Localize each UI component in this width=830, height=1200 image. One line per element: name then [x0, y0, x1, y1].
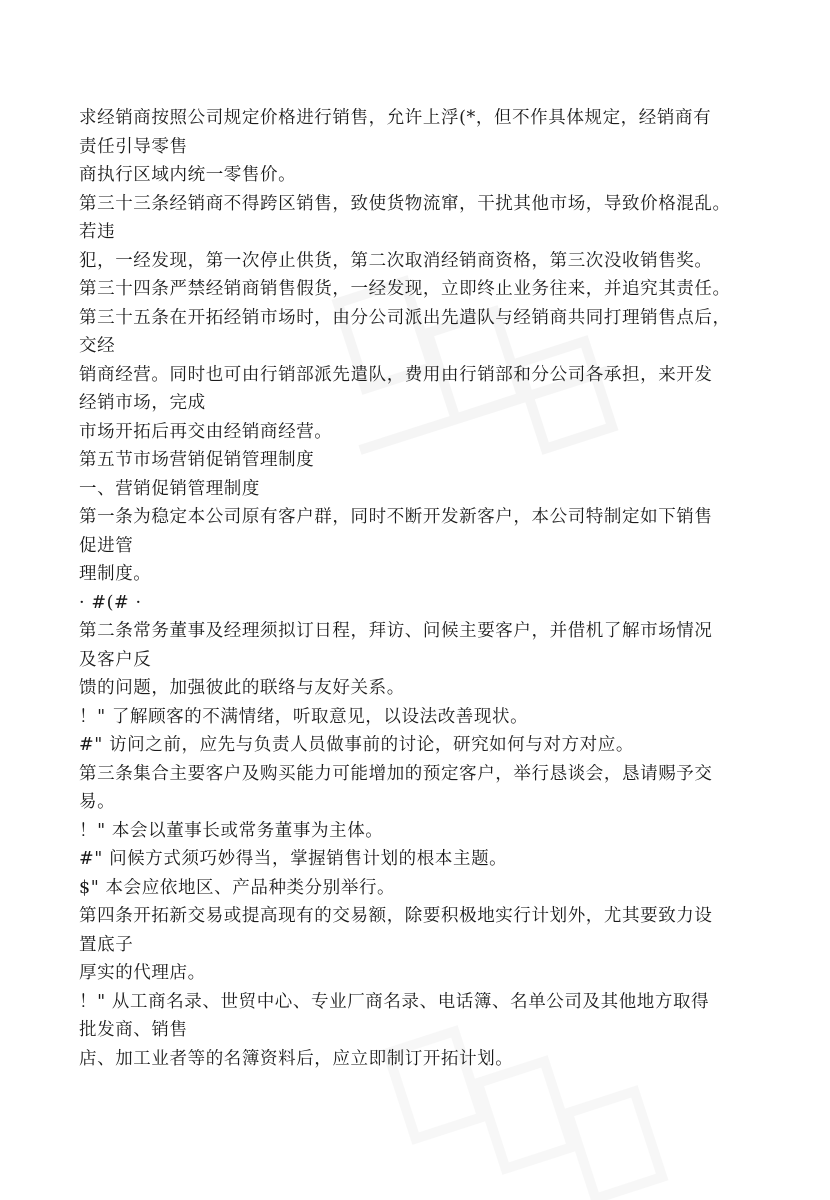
text-line: 厚实的代理店。 [79, 963, 206, 983]
text-line: 易。 [79, 792, 116, 812]
text-line: 若违 [79, 222, 116, 242]
list-item: #" 问候方式须巧妙得当，掌握销售计划的根本主题。 [79, 849, 508, 869]
text-line: 置底子 [79, 934, 134, 955]
text-line: 馈的问题，加强彼此的联络与友好关系。 [79, 678, 405, 698]
section-heading: 第五节市场营销促销管理制度 [79, 450, 315, 470]
text-line: 商执行区域内统一零售价。 [79, 165, 297, 185]
text-line: 理制度。 [79, 564, 152, 584]
text-line: 市场开拓后再交由经销商经营。 [79, 421, 333, 442]
list-item: ！" 了解顾客的不满情绪，听取意见，以设法改善现状。 [79, 706, 529, 727]
text-line: 第三十三条经销商不得跨区销售，致使货物流窜，干扰其他市场，导致价格混乱。 [79, 193, 731, 214]
text-line: 销商经营。同时也可由行销部派先遣队，费用由行销部和分公司各承担，来开发 [79, 364, 713, 385]
text-line: 及客户反 [79, 649, 152, 670]
text-line: 第三十五条在开拓经销市场时，由分公司派出先遣队与经销商共同打理销售点后， [79, 307, 731, 328]
page-marker: · #(# · [79, 592, 142, 613]
text-line: 犯，一经发现，第一次停止供货，第二次取消经销商资格，第三次没收销售奖。 [79, 250, 713, 271]
list-item: ！" 本会以董事长或常务董事为主体。 [79, 820, 384, 841]
text-line: 责任引导零售 [79, 136, 188, 157]
document-body [79, 104, 779, 1073]
text-line: 第四条开拓新交易或提高现有的交易额，除要积极地实行计划外，尤其要致力设 [79, 906, 713, 926]
text-line: 第一条为稳定本公司原有客户群，同时不断开发新客户，本公司特制定如下销售 [79, 507, 713, 527]
text-line: 第三条集合主要客户及购买能力可能增加的预定客户，举行恳谈会，恳请赐予交 [79, 763, 713, 784]
text-line: 第三十四条严禁经销商销售假货，一经发现，立即终止业务往来，并追究其责任。 [79, 279, 731, 299]
text-line: 求经销商按照公司规定价格进行销售，允许上浮(*，但不作具体规定，经销商有 [79, 108, 712, 128]
text-line: 批发商、销售 [79, 1020, 188, 1040]
list-item: $" 本会应依地区、产品种类分别举行。 [79, 877, 396, 898]
text-line: 店、加工业者等的名簿资料后，应立即制订开拓计划。 [79, 1048, 514, 1069]
text-line: 第二条常务董事及经理须拟订日程，拜访、问候主要客户，并借机了解市场情况 [79, 621, 713, 641]
list-item: ！" 从工商名录、世贸中心、专业厂商名录、电话簿、名单公司及其他地方取得 [79, 991, 710, 1012]
subsection-heading: 一、营销促销管理制度 [79, 478, 260, 499]
text-line: 经销市场，完成 [79, 393, 206, 413]
text-line: 促进管 [79, 535, 134, 556]
list-item: #" 访问之前，应先与负责人员做事前的讨论，研究如何与对方对应。 [79, 735, 634, 755]
text-line: 交经 [79, 336, 116, 356]
